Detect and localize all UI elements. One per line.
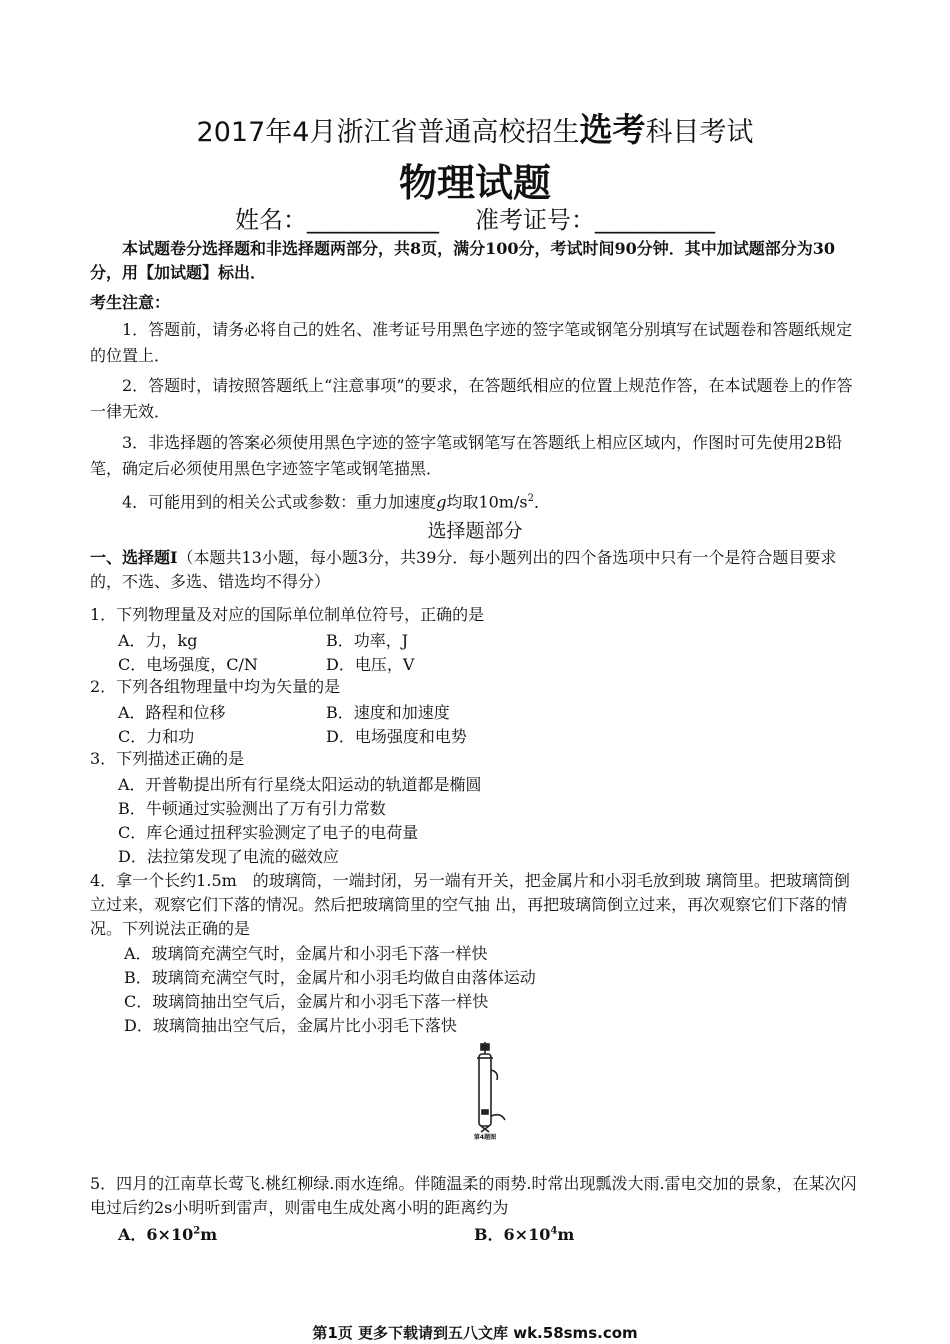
q2-option-b: B．速度和加速度 xyxy=(326,703,450,722)
q5-option-b: B．$6\times 10^4m$ xyxy=(474,1225,575,1244)
exam-title xyxy=(0,104,950,151)
figure-caption: 第4题图 xyxy=(473,1134,497,1140)
q3-option-c: C．库仑通过扭秤实验测定了电子的电荷量 xyxy=(118,823,419,842)
q1-option-b: B．功率，J xyxy=(326,631,409,650)
q5-stem: 5．四月的江南草长莺飞.桃红柳绿.雨水连绵。伴随温柔的雨势.时常出现瓢泼大雨.雷电交加的景象，在某次闪电过后约2s小明听到雷声，则雷电生成处离小明的距离约为 xyxy=(90,1174,857,1217)
intro-paragraph: 本试题卷分选择题和非选择题两部分，共8页，满分100分，考试时间90分钟．其中加试题部分为30分，用【加试题】标出． xyxy=(90,239,836,282)
q1-stem: 1．下列物理量及对应的国际单位制单位符号，正确的是 xyxy=(90,605,485,624)
page-footer: 第1页 更多下载请到五八文库 wk.58sms.com xyxy=(312,1324,638,1342)
glass-tube-figure xyxy=(455,1040,515,1140)
q1-option-c: C．电场强度，C/N xyxy=(118,655,258,674)
section-title: 选择题部分 xyxy=(427,520,523,542)
notice-item-2: 2．答题时，请按照答题纸上“注意事项”的要求，在答题纸相应的位置上规范作答，在本试题卷上的作答一律无效． xyxy=(90,376,853,421)
notice-item-1: 1．答题前，请务必将自己的姓名、准考证号用黑色字迹的签字笔或钢笔分别填写在试题卷和答题纸规定的位置上． xyxy=(90,320,853,365)
q1-option-a: A．力，kg xyxy=(118,631,198,650)
q4-option-d: D．玻璃筒抽出空气后，金属片比小羽毛下落快 xyxy=(124,1016,457,1035)
title-prefix: 2017年4月浙江省普通高校招生 xyxy=(196,117,580,148)
q3-stem: 3．下列描述正确的是 xyxy=(90,749,245,768)
notice-item-4: 4．可能用到的相关公式或参数：重力加速度g均取$10m/s^2$． xyxy=(122,492,550,512)
q5-option-a: A．$6\times 10^2m$ xyxy=(118,1225,218,1244)
q4-option-c: C．玻璃筒抽出空气后，金属片和小羽毛下落一样快 xyxy=(124,992,489,1011)
q2-stem: 2．下列各组物理量中均为矢量的是 xyxy=(90,677,341,696)
q1-option-d: D．电压，V xyxy=(326,655,415,674)
q2-option-c: C．力和功 xyxy=(118,727,195,746)
name-field: 姓名：___________ xyxy=(235,206,439,234)
glass-tube-drawing xyxy=(477,1042,505,1132)
q3-option-b: B．牛顿通过实验测出了万有引力常数 xyxy=(118,799,386,818)
notice-title: 考生注意： xyxy=(90,293,171,312)
title-suffix: 科目考试 xyxy=(645,117,754,148)
q3-option-a: A．开普勒提出所有行星绕太阳运动的轨道都是椭圆 xyxy=(118,775,482,794)
q4-option-a: A．玻璃筒充满空气时，金属片和小羽毛下落一样快 xyxy=(124,944,488,963)
q4-option-b: B．玻璃筒充满空气时，金属片和小羽毛均做自由落体运动 xyxy=(124,968,536,987)
notice-item-3: 3．非选择题的答案必须使用黑色字迹的签字笔或钢笔写在答题纸上相应区域内，作图时可先使用2B铅笔，确定后必须使用黑色字迹签字笔或钢笔描黑． xyxy=(90,433,843,478)
part-heading: 一、选择题Ⅰ（本题共13小题，每小题3分，共39分．每小题列出的四个备选项中只有一个是符合题目要求的，不选、多选、错选均不得分） xyxy=(90,548,837,591)
q2-option-d: D．电场强度和电势 xyxy=(326,727,467,746)
q3-option-d: D．法拉第发现了电流的磁效应 xyxy=(118,847,339,866)
id-field: 准考证号：__________ xyxy=(475,206,715,234)
title-emphasis: 选考 xyxy=(579,110,646,149)
q2-option-a: A．路程和位移 xyxy=(118,703,226,722)
candidate-info xyxy=(0,200,950,235)
q4-stem: 4．拿一个长约1.5m 的玻璃筒，一端封闭，另一端有开关，把金属片和小羽毛放到玻 璃筒里。把玻璃筒倒立过来，观察它们下落的情况。然后把玻璃筒里的空气抽 出，再把玻璃筒倒立过来，再次观察它们下落的情况。下列说法正确的是 xyxy=(90,871,850,938)
subject-title: 物理试题 xyxy=(398,161,551,205)
